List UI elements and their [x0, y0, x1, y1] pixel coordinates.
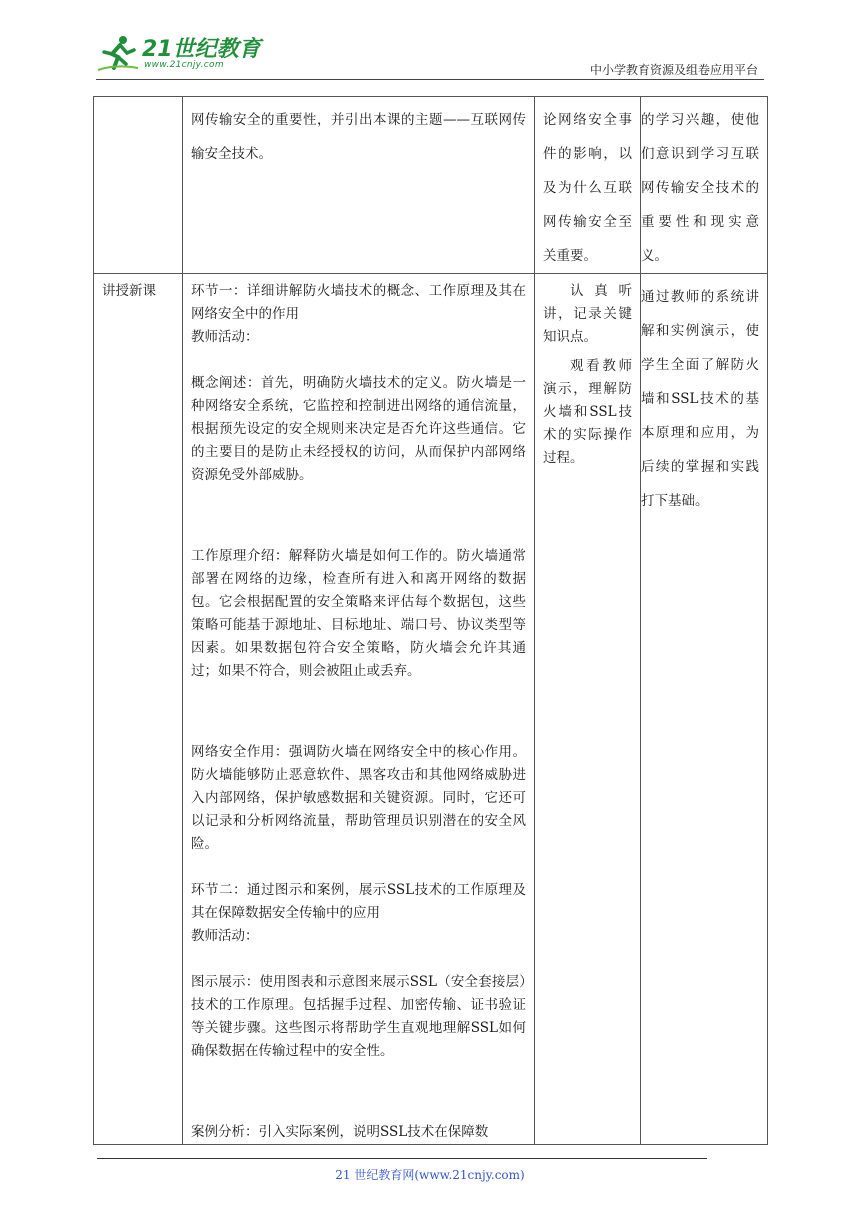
stage-cell — [94, 97, 183, 274]
header-divider — [96, 79, 764, 80]
student-cell — [535, 97, 641, 274]
table-row — [94, 97, 768, 274]
paragraph-principle: 工作原理介绍：解释防火墙是如何工作的。防火墙通常部署在网络的边缘，检查所有进入和离开网络的数据包。它会根据配置的安全策略来评估每个数据包，这些策略可能基于源地址、目标地址、端口号、协议类型等因素。如果数据包符合安全策略，防火墙会允许其通过；如果不符合，则会被阻止或丢弃。 — [191, 548, 526, 679]
student-listen-text: 认真听讲，记录关键知识点。 — [543, 283, 632, 345]
logo-url: www.21cnjy.com — [144, 60, 224, 70]
student-cell — [535, 274, 641, 1145]
table-row — [94, 274, 768, 1145]
stage-label: 讲授新课 — [102, 283, 156, 299]
stage-cell — [94, 274, 183, 1145]
stage-label — [94, 97, 182, 103]
platform-title: 中小学教育资源及组卷应用平台 — [589, 63, 758, 77]
design-intent-text: 通过教师的系统讲解和实例演示，使学生全面了解防火墙和SSL技术的基本原理和应用，为后续的掌握和实践打下基础。 — [641, 289, 759, 509]
content-cell — [183, 97, 535, 274]
student-observe-text: 观看教师演示，理解防火墙和SSL技术的实际操作过程。 — [543, 358, 632, 466]
paragraph-concept: 概念阐述：首先，明确防火墙技术的定义。防火墙是一种网络安全系统，它监控和控制进出网络的通信流量，根据预先设定的安全规则来决定是否允许这些通信。它的主要目的是防止未经授权的访问，从而保护内部网络资源免受外部威胁。 — [191, 375, 526, 483]
section-heading: 环节一：详细讲解防火墙技术的概念、工作原理及其在网络安全中的作用 — [191, 283, 526, 322]
section-heading: 环节二：通过图示和案例，展示SSL技术的工作原理及其在保障数据安全传输中的应用 — [191, 882, 526, 921]
intent-cell — [641, 274, 768, 1145]
lesson-plan-table — [93, 96, 768, 1145]
site-logo[interactable] — [96, 30, 266, 78]
paragraph-diagram: 图示展示：使用图表和示意图来展示SSL（安全套接层）技术的工作原理。包括握手过程、加密传输、证书验证等关键步骤。这些图示将帮助学生直观地理解SSL如何确保数据在传输过程中的安全性。 — [191, 974, 526, 1059]
teacher-activity-text: 网传输安全的重要性，并引出本课的主题——互联网传输安全技术。 — [191, 112, 526, 162]
activity-label: 教师活动： — [191, 329, 259, 345]
page-header — [96, 30, 764, 80]
runner-logo-icon — [96, 34, 140, 74]
footer-link[interactable]: 21 世纪教育网(www.21cnjy.com) — [335, 1168, 525, 1182]
logo-text: 21世纪教育 — [142, 37, 261, 62]
paragraph-case: 案例分析：引入实际案例，说明SSL技术在保障数 — [191, 1124, 489, 1140]
footer-divider — [97, 1158, 707, 1159]
paragraph-role: 网络安全作用：强调防火墙在网络安全中的核心作用。防火墙能够防止恶意软件、黑客攻击和其他网络威胁进入内部网络，保护敏感数据和关键资源。同时，它还可以记录和分析网络流量，帮助管理员识别潜在的安全风险。 — [191, 744, 526, 852]
content-cell — [183, 274, 535, 1145]
intent-cell — [641, 97, 768, 274]
activity-label: 教师活动： — [191, 928, 259, 944]
design-intent-text: 的学习兴趣，使他们意识到学习互联网传输安全技术的重要性和现实意义。 — [641, 112, 759, 264]
student-activity-text: 论网络安全事件的影响，以及为什么互联网传输安全至关重要。 — [543, 112, 632, 264]
